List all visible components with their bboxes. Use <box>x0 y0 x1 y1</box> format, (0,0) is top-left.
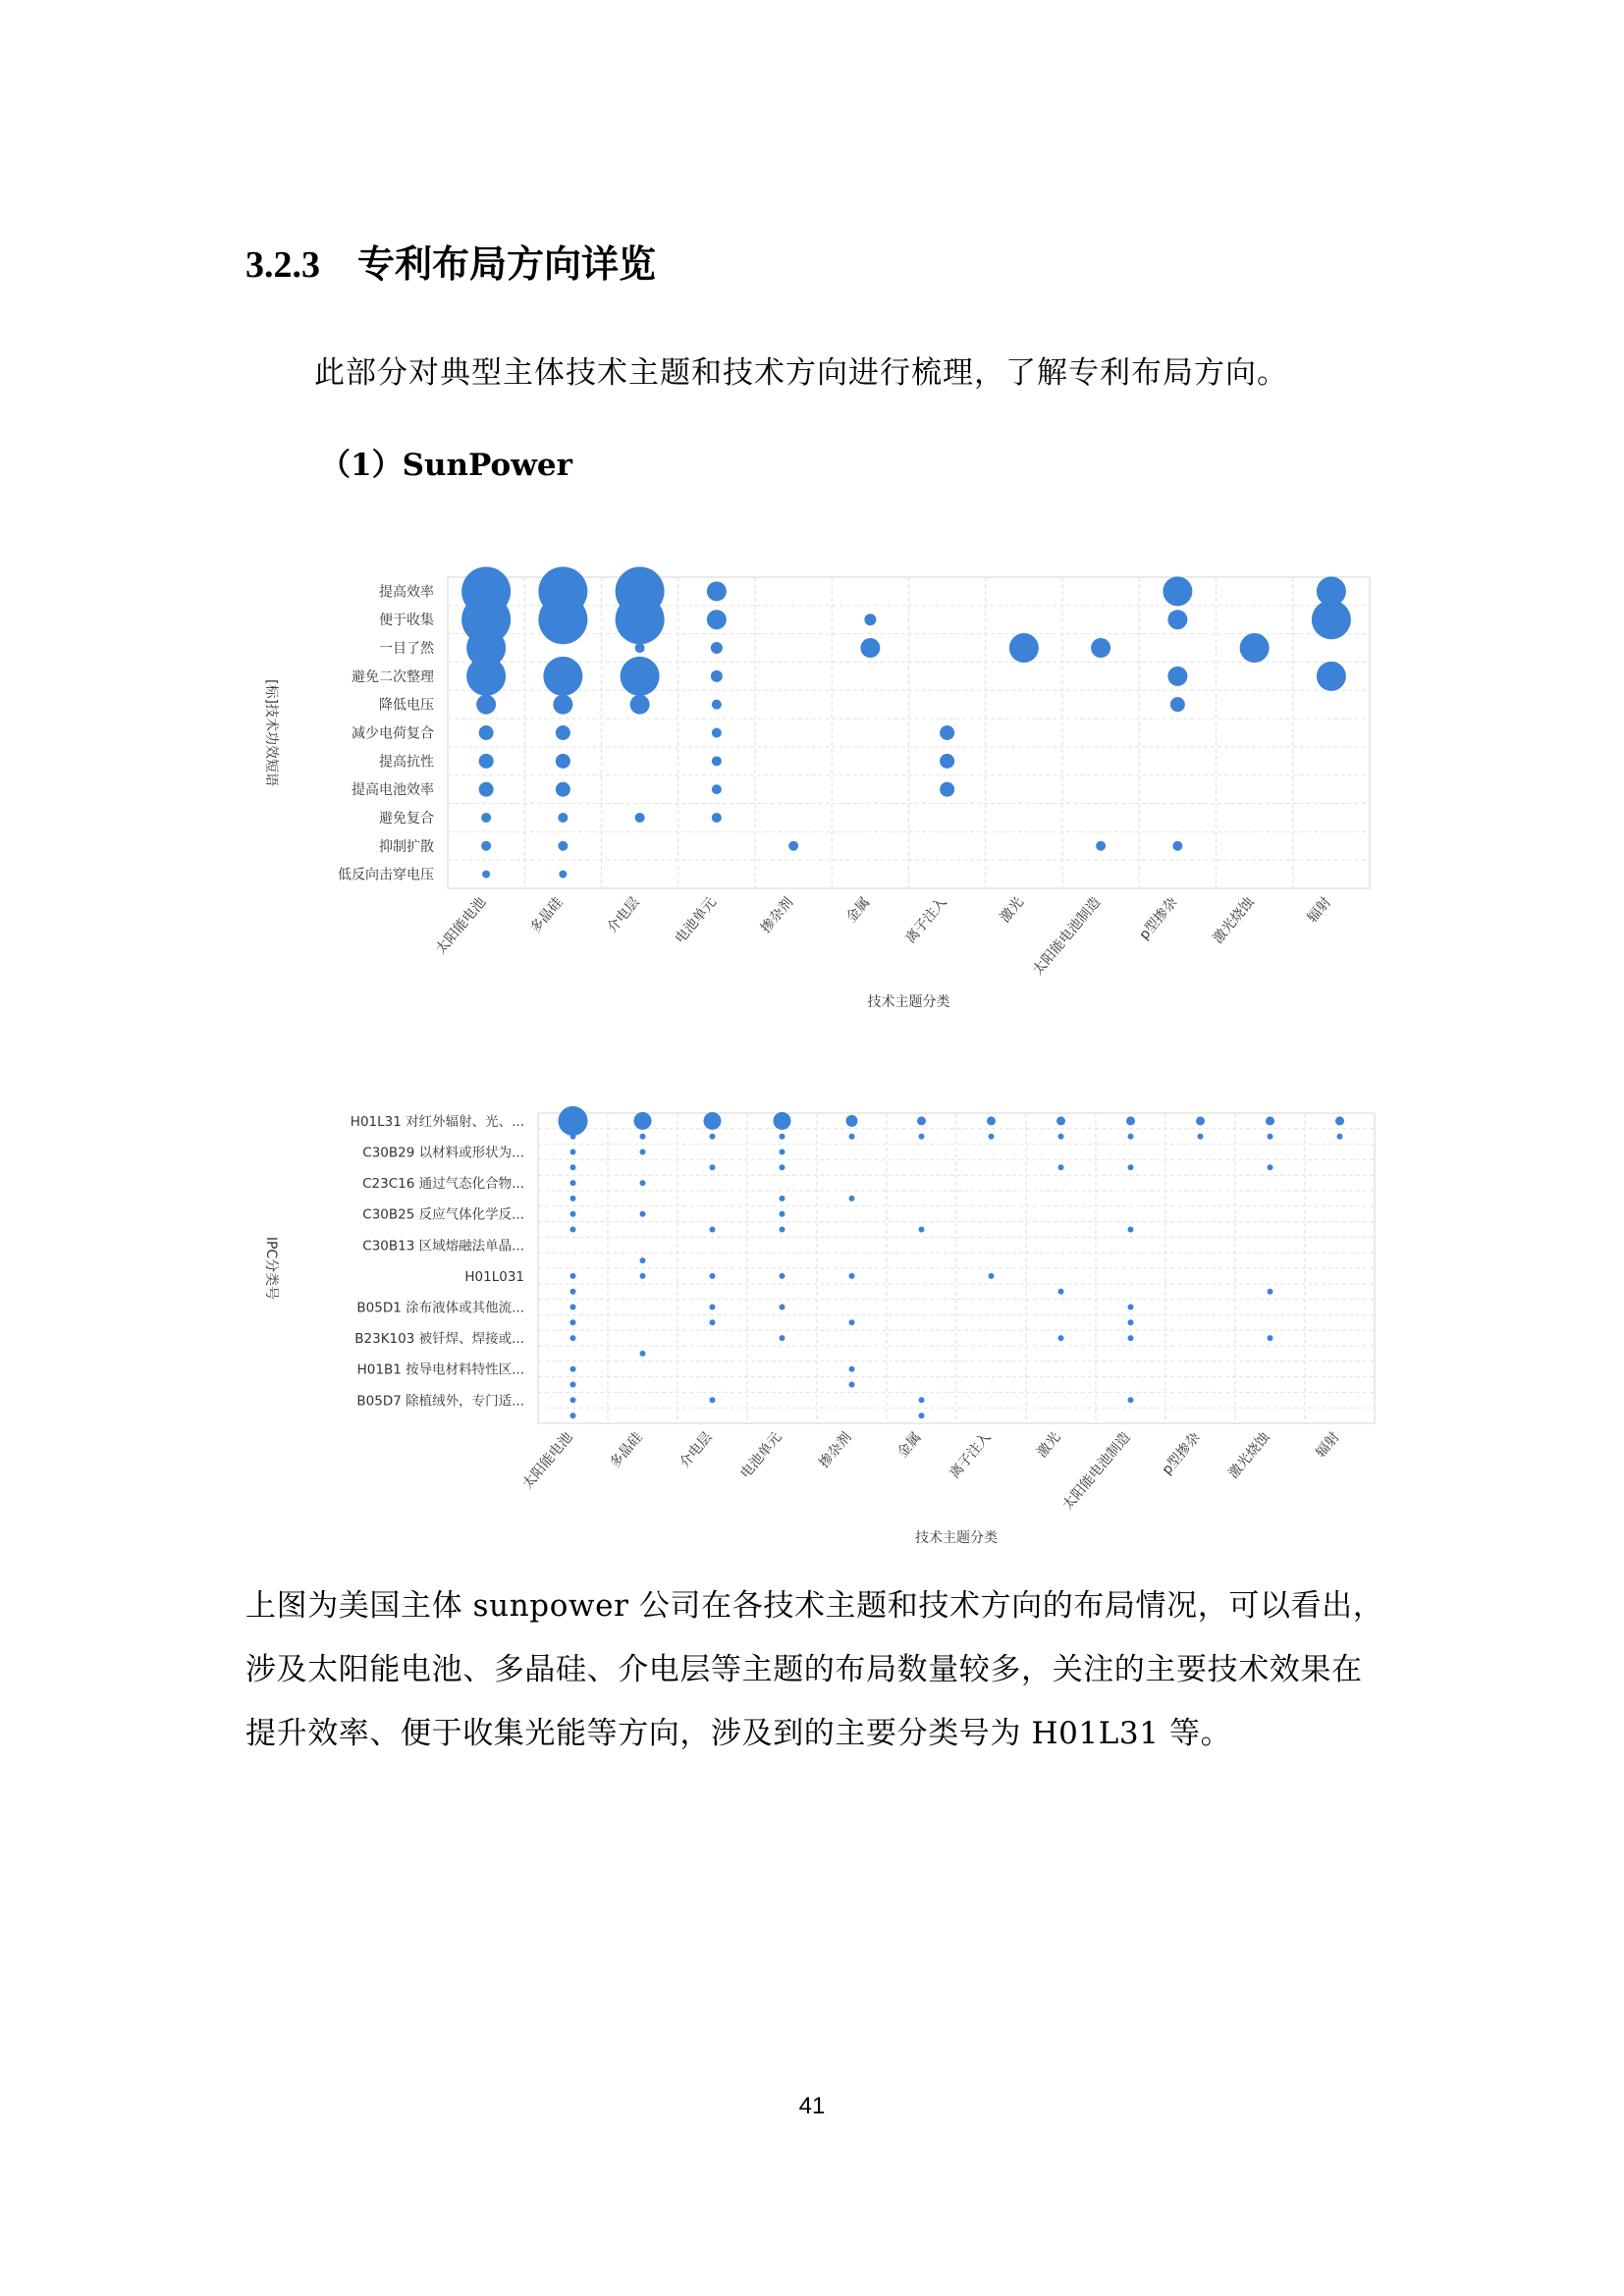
x-tick-label: 激光烧蚀 <box>1225 1429 1273 1482</box>
data-point <box>780 1273 785 1279</box>
y-tick-label: 避免复合 <box>379 810 434 827</box>
y-tick-label: 便于收集 <box>379 613 434 629</box>
x-tick-label: 激光烧蚀 <box>1210 894 1258 947</box>
data-point <box>1128 1227 1134 1233</box>
y-tick-label: 低反向击穿电压 <box>338 867 434 883</box>
data-point <box>989 1134 995 1140</box>
data-point <box>710 1319 716 1325</box>
x-tick-label: 掺杂剂 <box>816 1429 855 1471</box>
intro-paragraph: 此部分对典型主体技术主题和技术方向进行梳理，了解专利布局方向。 <box>314 355 1288 391</box>
x-tick-label: 辐射 <box>1313 1429 1343 1462</box>
y-tick-label: 提高效率 <box>379 584 434 601</box>
data-point <box>780 1134 785 1140</box>
y-axis-title: [标]技术功效短语 <box>263 679 279 786</box>
x-tick-label: 多晶硅 <box>607 1429 646 1471</box>
data-point <box>1056 1116 1065 1125</box>
y-tick-label: C30B13 区域熔融法单晶... <box>362 1238 524 1255</box>
y-tick-label: 提高电池效率 <box>352 782 434 799</box>
data-point <box>1128 1319 1134 1325</box>
y-tick-label: 降低电压 <box>379 697 434 714</box>
data-point <box>1268 1134 1273 1140</box>
data-point <box>570 1273 576 1279</box>
y-tick-label: H01L31 对红外辐射、光、... <box>350 1113 524 1130</box>
data-point <box>640 1273 646 1279</box>
data-point <box>780 1305 785 1310</box>
x-tick-label: p型掺杂 <box>1159 1429 1204 1478</box>
data-point <box>849 1134 855 1140</box>
data-point <box>849 1319 855 1325</box>
data-point <box>1058 1134 1064 1140</box>
x-axis-title: 技术主题分类 <box>867 994 950 1010</box>
data-point <box>919 1397 925 1403</box>
data-point <box>640 1351 646 1357</box>
data-point <box>710 1164 716 1170</box>
data-point <box>1198 1134 1204 1140</box>
data-point <box>1128 1397 1134 1403</box>
subheading: （1）SunPower <box>320 448 572 483</box>
x-tick-label: 离子注入 <box>947 1429 995 1482</box>
y-tick-label: H01L031 <box>464 1268 524 1285</box>
data-point <box>570 1164 576 1170</box>
x-tick-label: 太阳能电池制造 <box>1059 1429 1134 1514</box>
y-tick-label: 避免二次整理 <box>352 668 434 685</box>
data-point <box>710 1134 716 1140</box>
data-point <box>917 1116 926 1125</box>
data-point <box>710 1273 716 1279</box>
data-point <box>570 1413 576 1418</box>
data-point <box>570 1227 576 1233</box>
data-point <box>849 1196 855 1201</box>
data-point <box>570 1134 576 1140</box>
data-point <box>919 1227 925 1233</box>
x-tick-label: 金属 <box>843 894 874 927</box>
data-point <box>640 1149 646 1155</box>
x-tick-label: 激光 <box>1034 1429 1064 1462</box>
x-tick-label: 离子注入 <box>902 894 950 947</box>
data-point <box>919 1134 925 1140</box>
x-tick-label: 太阳能电池 <box>432 894 490 958</box>
data-point <box>1058 1289 1064 1295</box>
data-point <box>1268 1164 1273 1170</box>
data-point <box>780 1164 785 1170</box>
y-tick-label: 减少电荷复合 <box>352 725 434 742</box>
data-point <box>1126 1116 1135 1125</box>
data-point <box>570 1366 576 1372</box>
data-point <box>570 1196 576 1201</box>
data-point <box>774 1112 791 1130</box>
data-point <box>570 1305 576 1310</box>
data-point <box>849 1273 855 1279</box>
y-tick-label: C23C16 通过气态化合物... <box>362 1176 524 1193</box>
data-point <box>710 1227 716 1233</box>
x-tick-label: 辐射 <box>1304 894 1334 927</box>
y-tick-label: B05D7 除植绒外，专门适... <box>356 1393 524 1410</box>
data-point <box>570 1397 576 1403</box>
y-tick-label: B23K103 被钎焊、焊接或... <box>354 1331 524 1348</box>
page-number: 41 <box>798 2093 826 2119</box>
data-point <box>1335 1116 1344 1125</box>
data-point <box>640 1134 646 1140</box>
data-point <box>1128 1134 1134 1140</box>
data-point <box>559 1106 588 1136</box>
x-tick-label: 掺杂剂 <box>757 894 797 936</box>
data-point <box>780 1196 785 1201</box>
x-tick-label: 多晶硅 <box>527 894 567 936</box>
y-tick-label: B05D1 涂布液体或其他流... <box>356 1300 524 1316</box>
x-tick-label: 太阳能电池制造 <box>1029 894 1105 979</box>
data-point <box>919 1413 925 1418</box>
data-point <box>570 1149 576 1155</box>
data-point <box>1128 1335 1134 1341</box>
data-point <box>1128 1164 1134 1170</box>
x-axis-title: 技术主题分类 <box>915 1530 998 1546</box>
y-tick-label: 提高抗性 <box>379 754 434 771</box>
section-title: 专利布局方向详览 <box>357 242 657 286</box>
data-point <box>570 1335 576 1341</box>
x-tick-label: 激光 <box>997 894 1027 927</box>
data-point <box>1268 1289 1273 1295</box>
x-tick-label: 金属 <box>894 1429 925 1462</box>
x-tick-label: 介电层 <box>677 1429 716 1471</box>
data-point <box>1266 1116 1274 1125</box>
x-tick-label: 太阳能电池 <box>519 1429 576 1493</box>
data-point <box>570 1319 576 1325</box>
data-point <box>849 1366 855 1372</box>
y-tick-label: 抑制扩散 <box>379 838 434 855</box>
y-tick-label: 一目了然 <box>379 641 434 658</box>
data-point <box>570 1211 576 1217</box>
data-point <box>846 1115 858 1127</box>
data-point <box>710 1305 716 1310</box>
x-tick-label: 电池单元 <box>672 894 720 947</box>
y-tick-label: C30B25 反应气体化学反... <box>362 1206 524 1223</box>
data-point <box>989 1273 995 1279</box>
data-point <box>849 1382 855 1388</box>
data-point <box>570 1289 576 1295</box>
data-point <box>1337 1134 1343 1140</box>
data-point <box>570 1382 576 1388</box>
x-tick-label: 电池单元 <box>737 1429 785 1482</box>
x-tick-label: p型掺杂 <box>1136 894 1181 943</box>
data-point <box>640 1257 646 1263</box>
data-point <box>1196 1116 1205 1125</box>
y-axis-title: IPC分类号 <box>263 1236 279 1301</box>
data-point <box>1058 1335 1064 1341</box>
data-point <box>780 1227 785 1233</box>
data-point <box>634 1112 652 1130</box>
data-point <box>1128 1305 1134 1310</box>
y-tick-label: C30B29 以材料或形状为... <box>362 1145 524 1161</box>
data-point <box>704 1112 722 1130</box>
data-point <box>780 1149 785 1155</box>
data-point <box>780 1211 785 1217</box>
data-point <box>710 1397 716 1403</box>
x-tick-label: 介电层 <box>604 894 643 936</box>
data-point <box>640 1211 646 1217</box>
y-tick-label: H01B1 按导电材料特性区... <box>356 1362 524 1378</box>
data-point <box>1058 1164 1064 1170</box>
data-point <box>570 1180 576 1186</box>
data-point <box>1268 1335 1273 1341</box>
data-point <box>780 1335 785 1341</box>
data-point <box>987 1116 996 1125</box>
data-point <box>640 1180 646 1186</box>
section-number: 3.2.3 <box>245 244 320 286</box>
summary-paragraph: 上图为美国主体 sunpower 公司在各技术主题和技术方向的布局情况，可以看出，涉及太阳能电池、多晶硅、介电层等主题的布局数量较多，关注的主要技术效果在提升效率、便于收集光能等方向，涉及到的主要分类号为 H01L31 等。 <box>245 1588 1384 1751</box>
